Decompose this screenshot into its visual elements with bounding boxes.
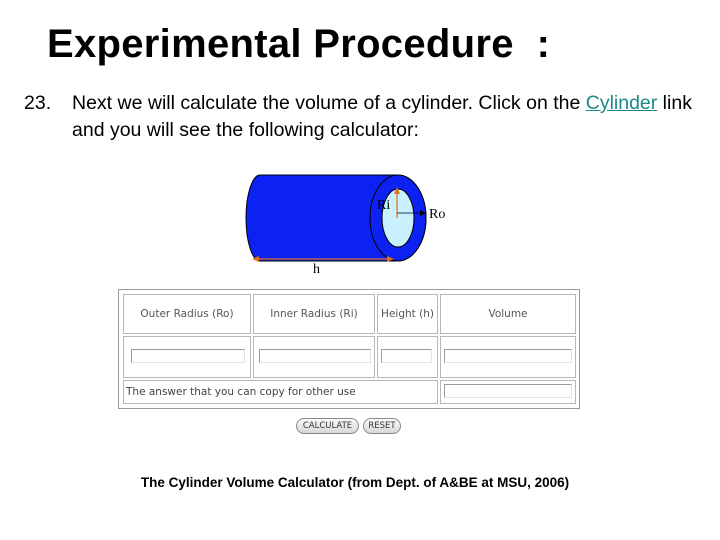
calculate-button[interactable]: CALCULATE	[296, 418, 359, 434]
cylinder-diagram	[240, 165, 470, 280]
slide-title: Experimental Procedure :	[47, 22, 551, 66]
step-text-after: link and you will see the following calculator:	[72, 92, 692, 141]
header-volume: Volume	[488, 308, 528, 320]
header-height: Height (h)	[381, 308, 434, 320]
answer-label: The answer that you can copy for other use	[126, 386, 356, 398]
step-number: 23.	[24, 92, 52, 114]
outer-radius-label: Ro	[429, 207, 446, 222]
step-text	[72, 90, 720, 144]
answer-copy-field[interactable]	[444, 384, 572, 398]
cylinder-link[interactable]: Cylinder	[585, 92, 658, 114]
reset-button[interactable]: RESET	[363, 418, 401, 434]
header-outer-radius: Outer Radius (Ro)	[140, 308, 234, 320]
outer-radius-input[interactable]	[131, 349, 245, 363]
figure-caption: The Cylinder Volume Calculator (from Dept. of A&BE at MSU, 2006)	[140, 475, 570, 490]
step-text-before: Next we will calculate the volume of a cylinder. Click on the	[72, 92, 586, 114]
volume-output[interactable]	[444, 349, 572, 363]
cylinder-illustration	[240, 165, 470, 280]
cylinder-calculator	[118, 289, 580, 409]
height-input[interactable]	[381, 349, 432, 363]
inner-radius-label: Ri	[377, 198, 391, 213]
inner-radius-input[interactable]	[259, 349, 371, 363]
header-inner-radius: Inner Radius (Ri)	[270, 308, 358, 320]
height-label: h	[313, 262, 320, 277]
